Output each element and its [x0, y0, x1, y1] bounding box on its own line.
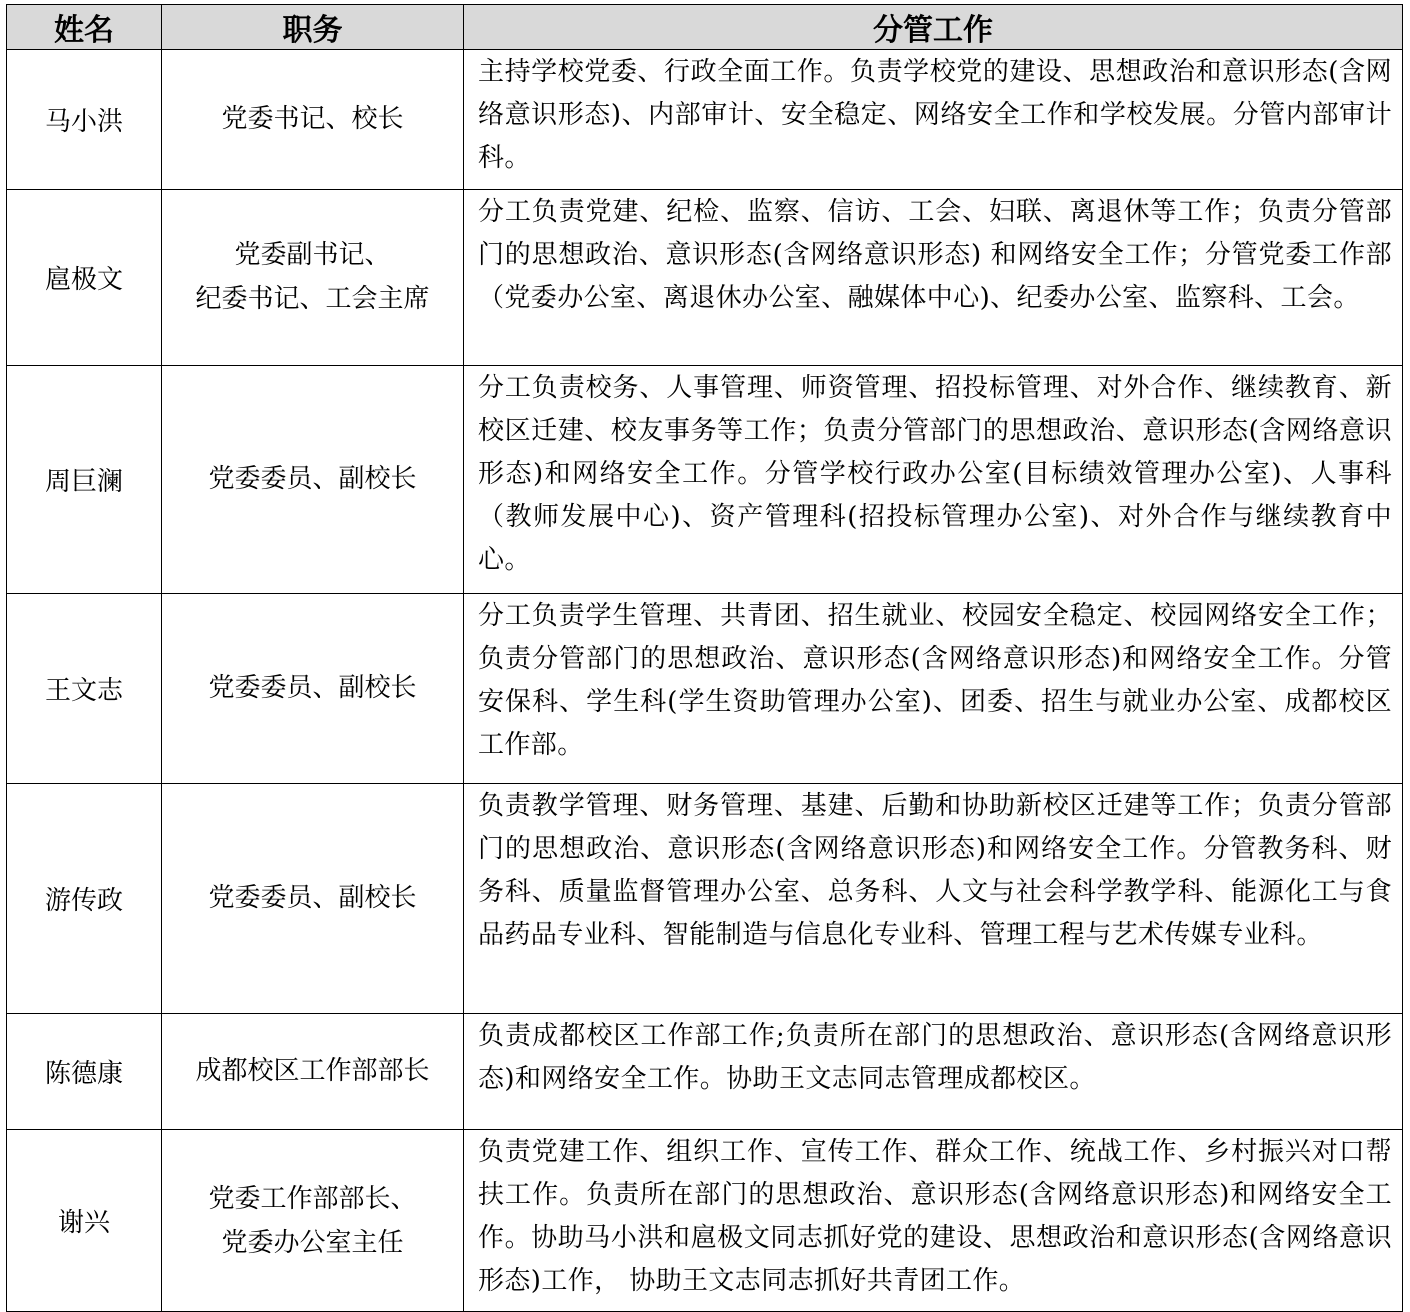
- table-row: [7, 189, 1403, 365]
- table-row: [7, 593, 1403, 783]
- cell-post: 党委书记、校长: [162, 50, 464, 190]
- cell-duty: 负责成都校区工作部工作;负责所在部门的思想政治、意识形态(含网络意识形态)和网络安全工作。协助王文志同志管理成都校区。: [464, 1013, 1403, 1129]
- cell-post: 成都校区工作部部长: [162, 1013, 464, 1129]
- cell-duty: 负责党建工作、组织工作、宣传工作、群众工作、统战工作、乡村振兴对口帮扶工作。负责所在部门的思想政治、意识形态(含网络意识形态)和网络安全工作。协助马小洪和扈极文同志抓好党的建设、思想政治和意识形态(含网络意识形态)工作， 协助王文志同志抓好共青团工作。: [464, 1129, 1403, 1312]
- cell-name: 马小洪: [7, 50, 162, 190]
- cell-post: 党委委员、副校长: [162, 593, 464, 783]
- leadership-duty-table: [6, 4, 1403, 1312]
- cell-name: 王文志: [7, 593, 162, 783]
- cell-name: 游传政: [7, 783, 162, 1013]
- cell-post: 党委委员、副校长: [162, 365, 464, 593]
- table-header-row: [7, 5, 1403, 50]
- table-row: [7, 365, 1403, 593]
- cell-post: 党委委员、副校长: [162, 783, 464, 1013]
- cell-duty: 分工负责学生管理、共青团、招生就业、校园安全稳定、校园网络安全工作；负责分管部门的思想政治、意识形态(含网络意识形态)和网络安全工作。分管安保科、学生科(学生资助管理办公室)、团委、招生与就业办公室、成都校区工作部。: [464, 593, 1403, 783]
- cell-name: 谢兴: [7, 1129, 162, 1312]
- cell-post: 党委副书记、 纪委书记、工会主席: [162, 189, 464, 365]
- cell-duty: 分工负责党建、纪检、监察、信访、工会、妇联、离退休等工作；负责分管部门的思想政治、意识形态(含网络意识形态) 和网络安全工作；分管党委工作部（党委办公室、离退休办公室、融媒体中心)、纪委办公室、监察科、工会。: [464, 189, 1403, 365]
- table-row: [7, 1013, 1403, 1129]
- cell-name: 陈德康: [7, 1013, 162, 1129]
- cell-name: 扈极文: [7, 189, 162, 365]
- header-post: 职务: [162, 5, 464, 50]
- header-name: 姓名: [7, 5, 162, 50]
- cell-duty: 主持学校党委、行政全面工作。负责学校党的建设、思想政治和意识形态(含网络意识形态)、内部审计、安全稳定、网络安全工作和学校发展。分管内部审计科。: [464, 50, 1403, 190]
- cell-name: 周巨澜: [7, 365, 162, 593]
- cell-post: 党委工作部部长、 党委办公室主任: [162, 1129, 464, 1312]
- table-row: [7, 50, 1403, 190]
- cell-duty: 负责教学管理、财务管理、基建、后勤和协助新校区迁建等工作；负责分管部门的思想政治、意识形态(含网络意识形态)和网络安全工作。分管教务科、财务科、质量监督管理办公室、总务科、人文与社会科学教学科、能源化工与食品药品专业科、智能制造与信息化专业科、管理工程与艺术传媒专业科。: [464, 783, 1403, 1013]
- cell-duty: 分工负责校务、人事管理、师资管理、招投标管理、对外合作、继续教育、新校区迁建、校友事务等工作；负责分管部门的思想政治、意识形态(含网络意识形态)和网络安全工作。分管学校行政办公室(目标绩效管理办公室)、人事科（教师发展中心)、资产管理科(招投标管理办公室)、对外合作与继续教育中心。: [464, 365, 1403, 593]
- header-duty: 分管工作: [464, 5, 1403, 50]
- table-row: [7, 783, 1403, 1013]
- table-row: [7, 1129, 1403, 1312]
